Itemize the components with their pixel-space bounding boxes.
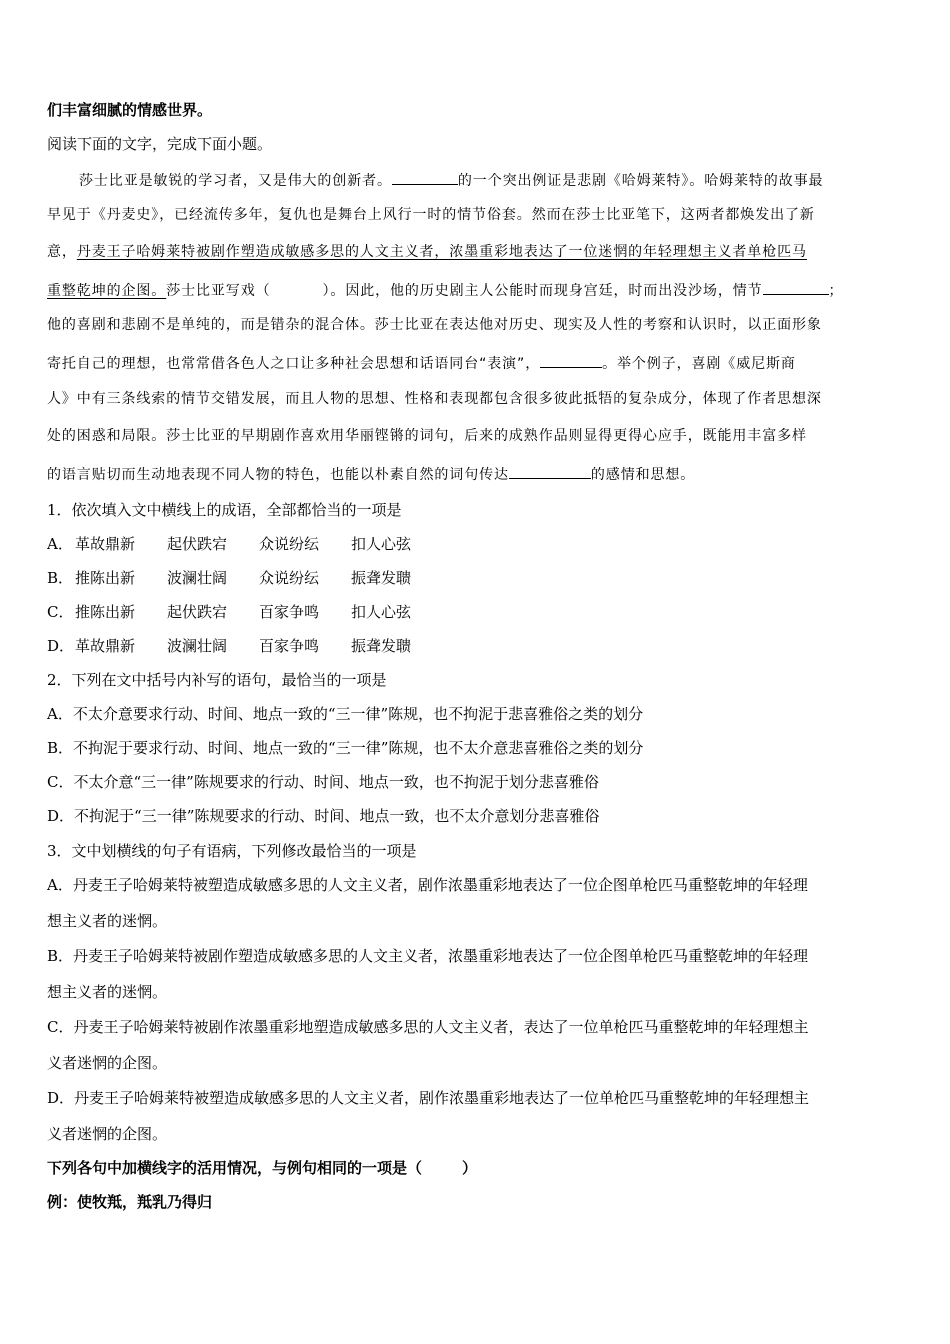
q3-option-b[interactable]: B．丹麦王子哈姆莱特被剧作塑造成敏感多思的人文主义者，浓墨重彩地表达了一位企图单枪匹马重整乾坤的年轻理 — [47, 947, 809, 965]
q3-stem: 3．文中划横线的句子有语病，下列修改最恰当的一项是 — [47, 842, 417, 860]
passage-text: 意， — [47, 244, 77, 260]
q1-stem: 1．依次填入文中横线上的成语，全部都恰当的一项是 — [47, 501, 402, 519]
option-term: 起伏跌宕 — [167, 535, 228, 553]
fill-blank-3[interactable] — [540, 353, 602, 368]
option-term: 推陈出新 — [75, 603, 136, 621]
option-label: C． — [47, 603, 74, 621]
passage-text: 莎士比亚写戏（ — [166, 283, 271, 299]
q3-option-d[interactable]: D．丹麦王子哈姆莱特被塑造成敏感多思的人文主义者，剧作浓墨重彩地表达了一位单枪匹马重整乾坤的年轻理想主 — [47, 1089, 810, 1107]
q2-option-a[interactable]: A．不太介意要求行动、时间、地点一致的“三一律”陈规，也不拘泥于悲喜雅俗之类的划分 — [47, 705, 644, 723]
passage-text: 寄托自己的理想，也常常借各色人之口让多种社会思想和话语同台“表演”， — [47, 356, 541, 372]
passage-text: 的一个突出例证是悲剧《哈姆莱特》。哈姆莱特的故事最 — [457, 173, 824, 189]
option-term: 推陈出新 — [75, 569, 136, 587]
fill-blank-2[interactable] — [763, 280, 829, 295]
q3-option-c[interactable]: C．丹麦王子哈姆莱特被剧作浓墨重彩地塑造成敏感多思的人文主义者，表达了一位单枪匹马重整乾坤的年轻理想主 — [47, 1018, 809, 1036]
q3-option-d-cont[interactable]: 义者迷惘的企图。 — [47, 1125, 168, 1143]
example-sentence: 例：使牧羝，羝乳乃得归 — [47, 1193, 213, 1211]
option-term: 波澜壮阔 — [167, 569, 228, 587]
underlined-sentence-end: 重整乾坤的企图。 — [47, 283, 167, 299]
option-term: 振聋发聩 — [351, 637, 412, 655]
q1-option-c[interactable] — [47, 603, 907, 621]
q3-option-b-cont[interactable]: 想主义者的迷惘。 — [47, 983, 168, 1001]
passage-line-2: 早见于《丹麦史》，已经流传多年，复仇也是舞台上风行一时的情节俗套。然而在莎士比亚笔下，这两者都焕发出了新 — [47, 207, 815, 223]
reading-instruction: 阅读下面的文字，完成下面小题。 — [47, 135, 273, 153]
passage-text: 莎士比亚是敏锐的学习者，又是伟大的创新者。 — [79, 173, 392, 189]
option-label: B． — [47, 569, 74, 587]
header-line: 们丰富细腻的情感世界。 — [47, 101, 213, 119]
passage-line-3 — [47, 243, 907, 261]
passage-line-9 — [47, 464, 907, 484]
option-term: 起伏跌宕 — [167, 603, 228, 621]
fill-blank-4[interactable] — [509, 464, 591, 479]
passage-text: 的语言贴切而生动地表现不同人物的特色，也能以朴素自然的词句传达 — [47, 467, 509, 483]
q3-option-a-cont[interactable]: 想主义者的迷惘。 — [47, 912, 168, 930]
underlined-sentence: 丹麦王子哈姆莱特被剧作塑造成敏感多思的人文主义者，浓墨重彩地表达了一位迷惘的年轻理想主义者单枪匹马 — [76, 244, 807, 260]
passage-line-8: 处的困惑和局限。莎士比亚的早期剧作喜欢用华丽铿锵的词句，后来的成熟作品则显得更得心应手，既能用丰富多样 — [47, 428, 807, 444]
passage-line-4 — [47, 280, 907, 300]
fill-blank-1[interactable] — [392, 170, 458, 185]
q2-option-d[interactable]: D．不拘泥于“三一律”陈规要求的行动、时间、地点一致，也不太介意划分悲喜雅俗 — [47, 807, 600, 825]
passage-line-7: 人》中有三条线索的情节交错发展，而且人物的思想、性格和表现都包含很多彼此抵牾的复杂成分，体现了作者思想深 — [47, 391, 822, 407]
passage-text: 。举个例子，喜剧《威尼斯商 — [602, 356, 796, 372]
passage-text: ； — [828, 283, 844, 299]
option-term: 革故鼎新 — [75, 535, 136, 553]
question-text: 下列各句中加横线字的活用情况，与例句相同的一项是（ — [47, 1159, 423, 1177]
option-term: 众说纷纭 — [259, 535, 320, 553]
option-term: 百家争鸣 — [259, 637, 320, 655]
option-term: 振聋发聩 — [351, 569, 412, 587]
q3-option-a[interactable]: A．丹麦王子哈姆莱特被塑造成敏感多思的人文主义者，剧作浓墨重彩地表达了一位企图单枪匹马重整乾坤的年轻理 — [47, 876, 808, 894]
passage-line-1 — [47, 170, 907, 190]
option-term: 众说纷纭 — [259, 569, 320, 587]
q2-option-c[interactable]: C．不太介意“三一律”陈规要求的行动、时间、地点一致，也不拘泥于划分悲喜雅俗 — [47, 773, 599, 791]
passage-line-6 — [47, 353, 907, 373]
q1-option-b[interactable] — [47, 569, 907, 587]
next-question-stem — [47, 1159, 907, 1177]
q1-option-d[interactable] — [47, 637, 907, 655]
option-term: 波澜壮阔 — [167, 637, 228, 655]
passage-text: 的感情和思想。 — [590, 467, 696, 483]
option-label: D． — [47, 637, 75, 655]
question-text: ） — [462, 1159, 478, 1177]
option-label: A． — [47, 535, 73, 553]
passage-text: ）。因此，他的历史剧主人公能时而现身宫廷，时而出没沙场，情节 — [322, 283, 763, 299]
q3-option-c-cont[interactable]: 义者迷惘的企图。 — [47, 1054, 168, 1072]
q2-stem: 2．下列在文中括号内补写的语句，最恰当的一项是 — [47, 671, 387, 689]
option-term: 扣人心弦 — [351, 603, 412, 621]
q2-option-b[interactable]: B．不拘泥于要求行动、时间、地点一致的“三一律”陈规，也不太介意悲喜雅俗之类的划分 — [47, 739, 644, 757]
q1-option-a[interactable] — [47, 535, 907, 553]
option-term: 革故鼎新 — [75, 637, 136, 655]
option-term: 扣人心弦 — [351, 535, 412, 553]
option-term: 百家争鸣 — [259, 603, 320, 621]
passage-line-5: 他的喜剧和悲剧不是单纯的，而是错杂的混合体。莎士比亚在表达他对历史、现实及人性的考察和认识时，以正面形象 — [47, 317, 822, 333]
